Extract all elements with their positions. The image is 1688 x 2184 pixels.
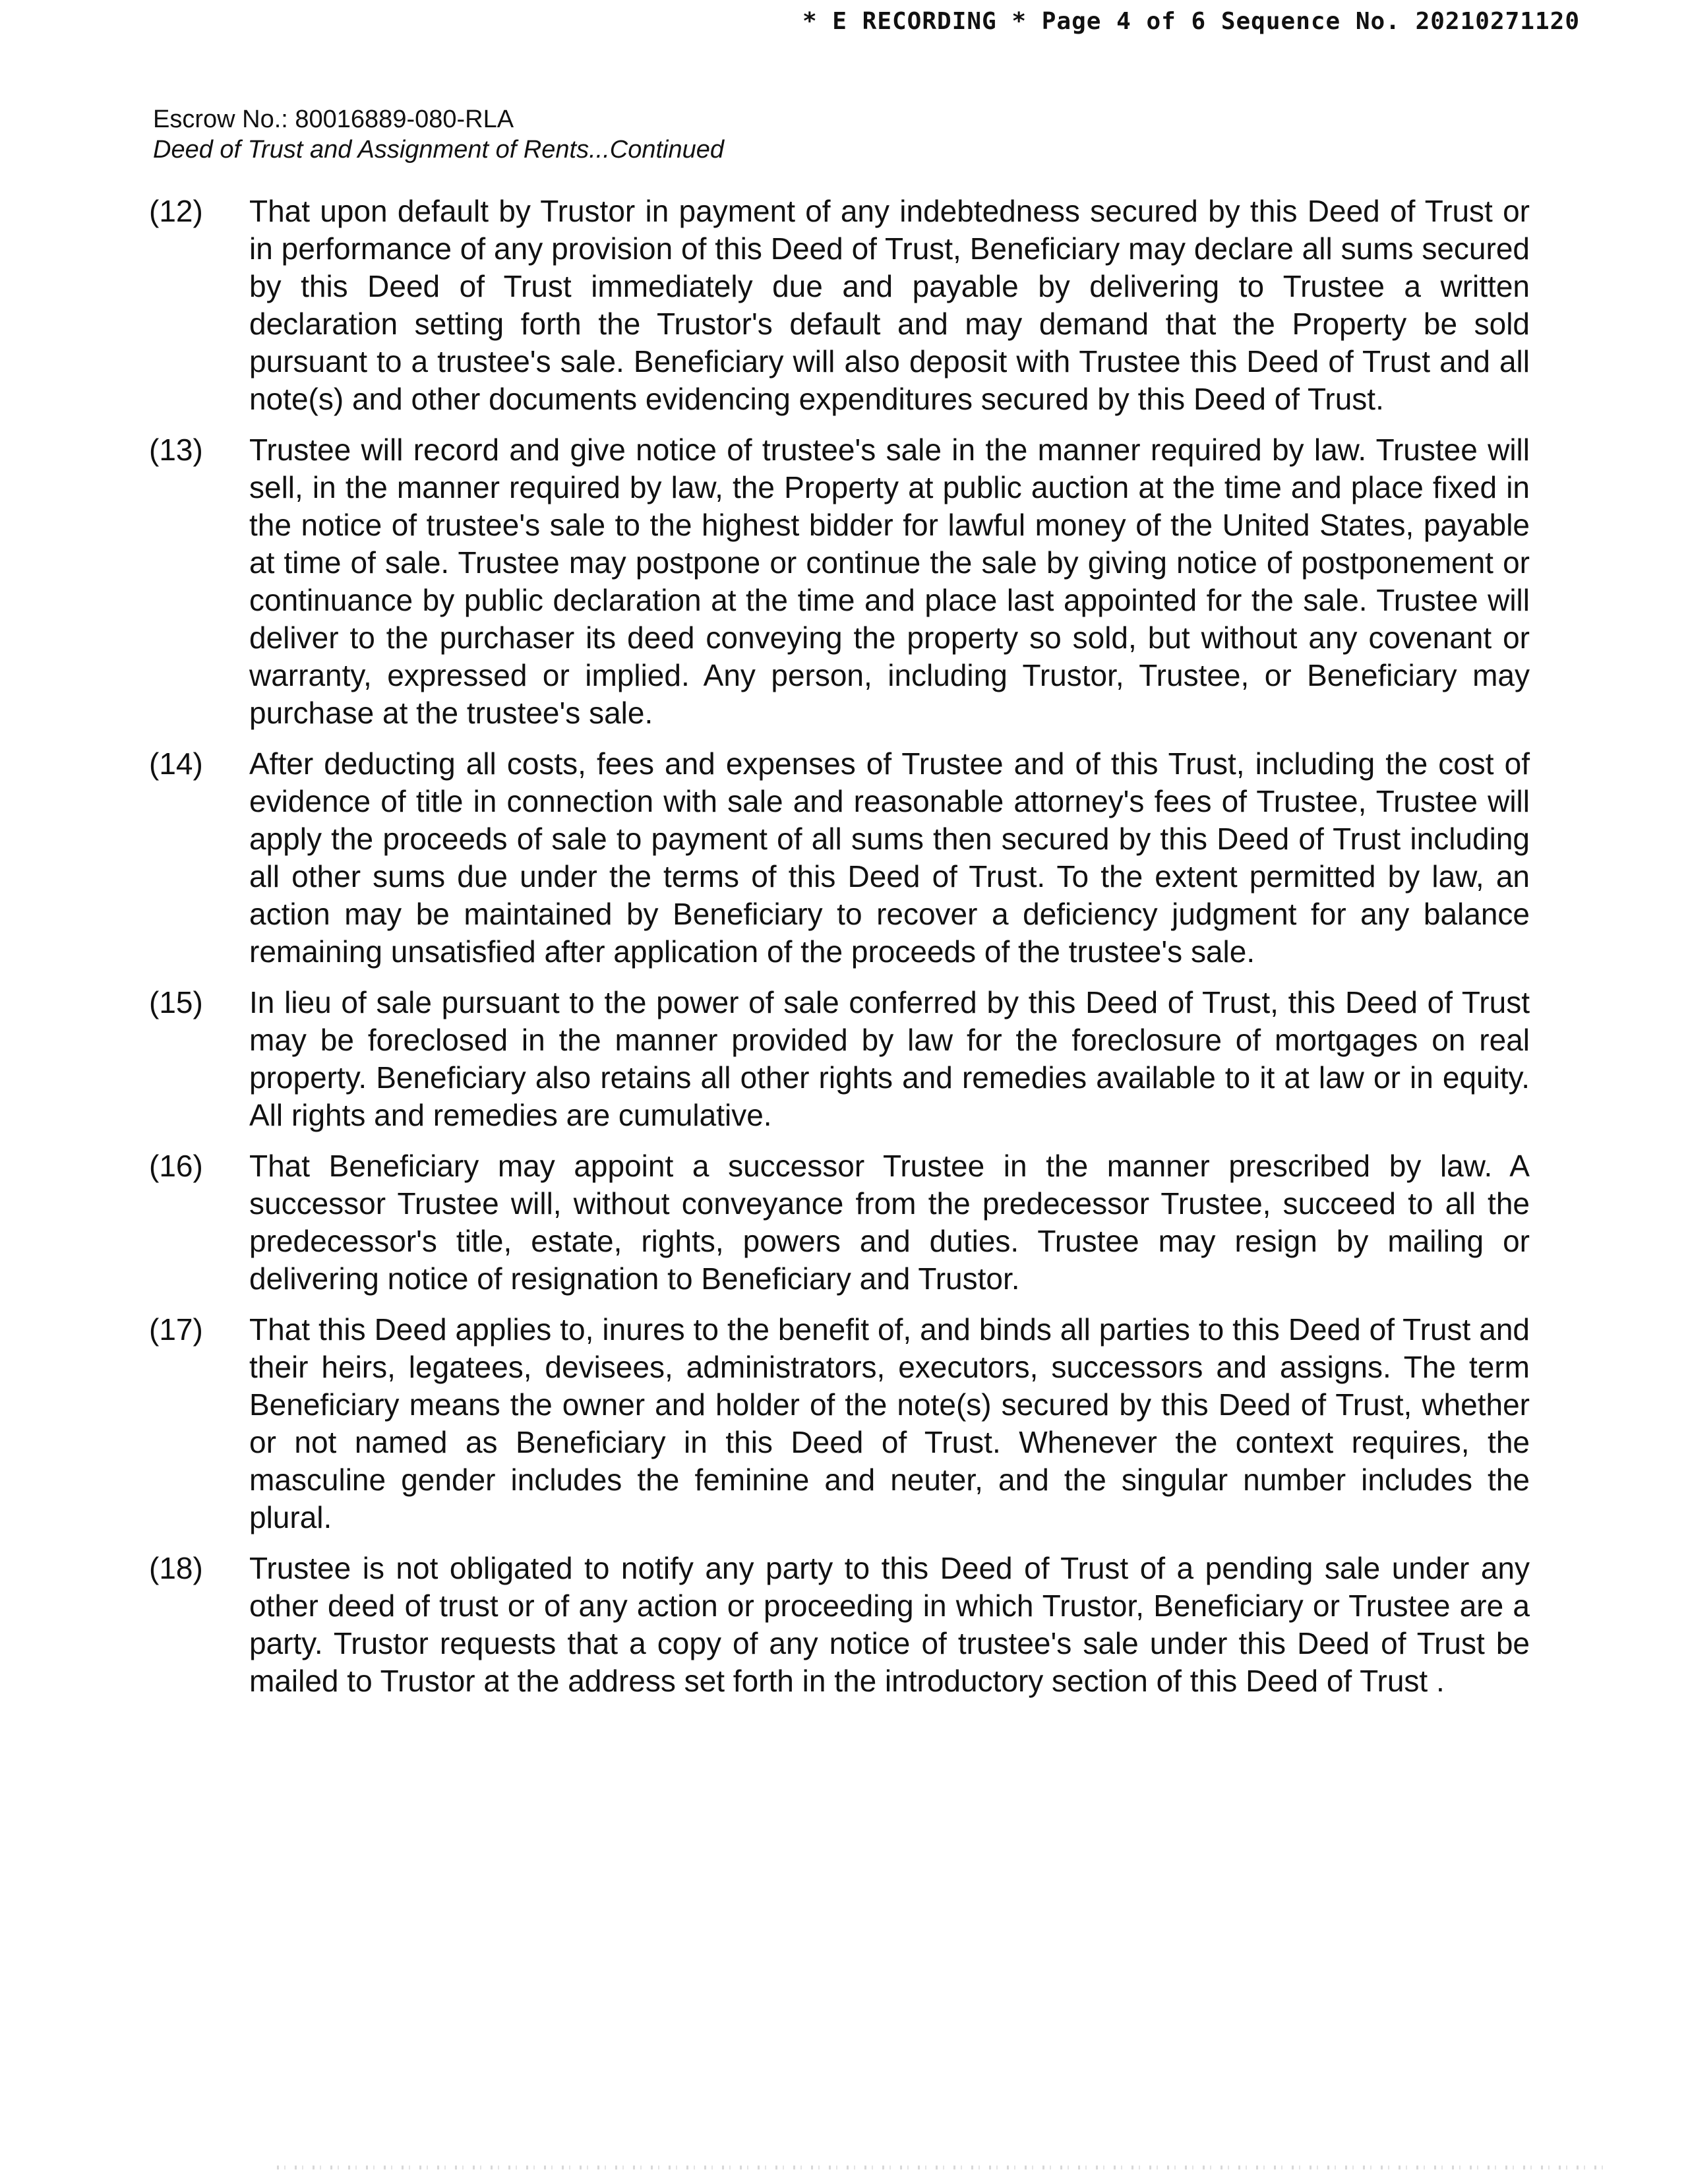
document-subtitle: Deed of Trust and Assignment of Rents...Continued xyxy=(153,136,725,164)
clause-text: Trustee is not obligated to notify any party to this Deed of Trust of a pending sale under any other deed of trust or of any action or proceeding in which Trustor, Beneficiary or Trustee are a party. Trustor requests that a copy of any notice of trustee's sale under this Deed of Trust be mailed to Trustor at the address set forth in the introductory section of this Deed of Trust . xyxy=(249,1551,1530,1698)
clause-text: After deducting all costs, fees and expenses of Trustee and of this Trust, including the cost of evidence of title in connection with sale and reasonable attorney's fees of Trustee, Trustee will apply the proceeds of sale to payment of all sums then secured by this Deed of Trust including all other sums due under the terms of this Deed of Trust. To the extent permitted by law, an action may be maintained by Beneficiary to recover a deficiency judgment for any balance remaining unsatisfied after application of the proceeds of the trustee's sale. xyxy=(249,746,1530,969)
escrow-number: Escrow No.: 80016889-080-RLA xyxy=(153,106,514,133)
clause-text: In lieu of sale pursuant to the power of sale conferred by this Deed of Trust, this Deed of Trust may be foreclosed in the manner provided by law for the foreclosure of mortgages on real property. Beneficiary also retains all other rights and remedies available to it at law or in equity. All rights and remedies are cumulative. xyxy=(249,985,1530,1132)
escrow-block xyxy=(153,104,724,165)
clause-number: (17) xyxy=(149,1312,203,1347)
clause-15 xyxy=(145,984,1530,1134)
clause-number: (12) xyxy=(149,194,203,228)
clause-18 xyxy=(145,1550,1530,1700)
clause-number: (15) xyxy=(149,985,203,1019)
clause-text: That upon default by Trustor in payment of any indebtedness secured by this Deed of Trust or in performance of any provision of this Deed of Trust, Beneficiary may declare all sums secured by this Deed of Trust immediately due and payable by delivering to Trustee a written declaration setting forth the Trustor's default and may demand that the Property be sold pursuant to a trustee's sale. Beneficiary will also deposit with Trustee this Deed of Trust and all note(s) and other documents evidencing expenditures secured by this Deed of Trust. xyxy=(249,194,1530,416)
clause-17 xyxy=(145,1311,1530,1536)
clause-number: (13) xyxy=(149,433,203,467)
clause-list xyxy=(145,193,1530,1713)
clause-14 xyxy=(145,745,1530,971)
clause-text: That Beneficiary may appoint a successor Trustee in the manner prescribed by law. A successor Trustee will, without conveyance from the predecessor Trustee, succeed to all the predecessor's title, estate, rights, powers and duties. Trustee may resign by mailing or delivering notice of resignation to Beneficiary and Trustor. xyxy=(249,1149,1530,1296)
clause-number: (16) xyxy=(149,1149,203,1183)
clause-text: That this Deed applies to, inures to the benefit of, and binds all parties to this Deed of Trust and their heirs, legatees, devisees, administrators, executors, successors and assigns. The term Beneficiary means the owner and holder of the note(s) secured by this Deed of Trust, whether or not named as Beneficiary in this Deed of Trust. Whenever the context requires, the masculine gender includes the feminine and neuter, and the singular number includes the plural. xyxy=(249,1312,1530,1534)
clause-16 xyxy=(145,1147,1530,1298)
scan-artifact-line xyxy=(277,2166,1609,2169)
clause-number: (18) xyxy=(149,1551,203,1585)
clause-text: Trustee will record and give notice of trustee's sale in the manner required by law. Trustee will sell, in the manner required by law, the Property at public auction at the time and place fixed in the notice of trustee's sale to the highest bidder for lawful money of the United States, payable at time of sale. Trustee may postpone or continue the sale by giving notice of postponement or continuance by public declaration at the time and place last appointed for the sale. Trustee will deliver to the purchaser its deed conveying the property so sold, but without any covenant or warranty, expressed or implied. Any person, including Trustor, Trustee, or Beneficiary may purchase at the trustee's sale. xyxy=(249,433,1530,730)
clause-12 xyxy=(145,193,1530,418)
recording-header: * E RECORDING * Page 4 of 6 Sequence No. 20210271120 xyxy=(802,8,1580,35)
clause-number: (14) xyxy=(149,746,203,781)
clause-13 xyxy=(145,431,1530,732)
